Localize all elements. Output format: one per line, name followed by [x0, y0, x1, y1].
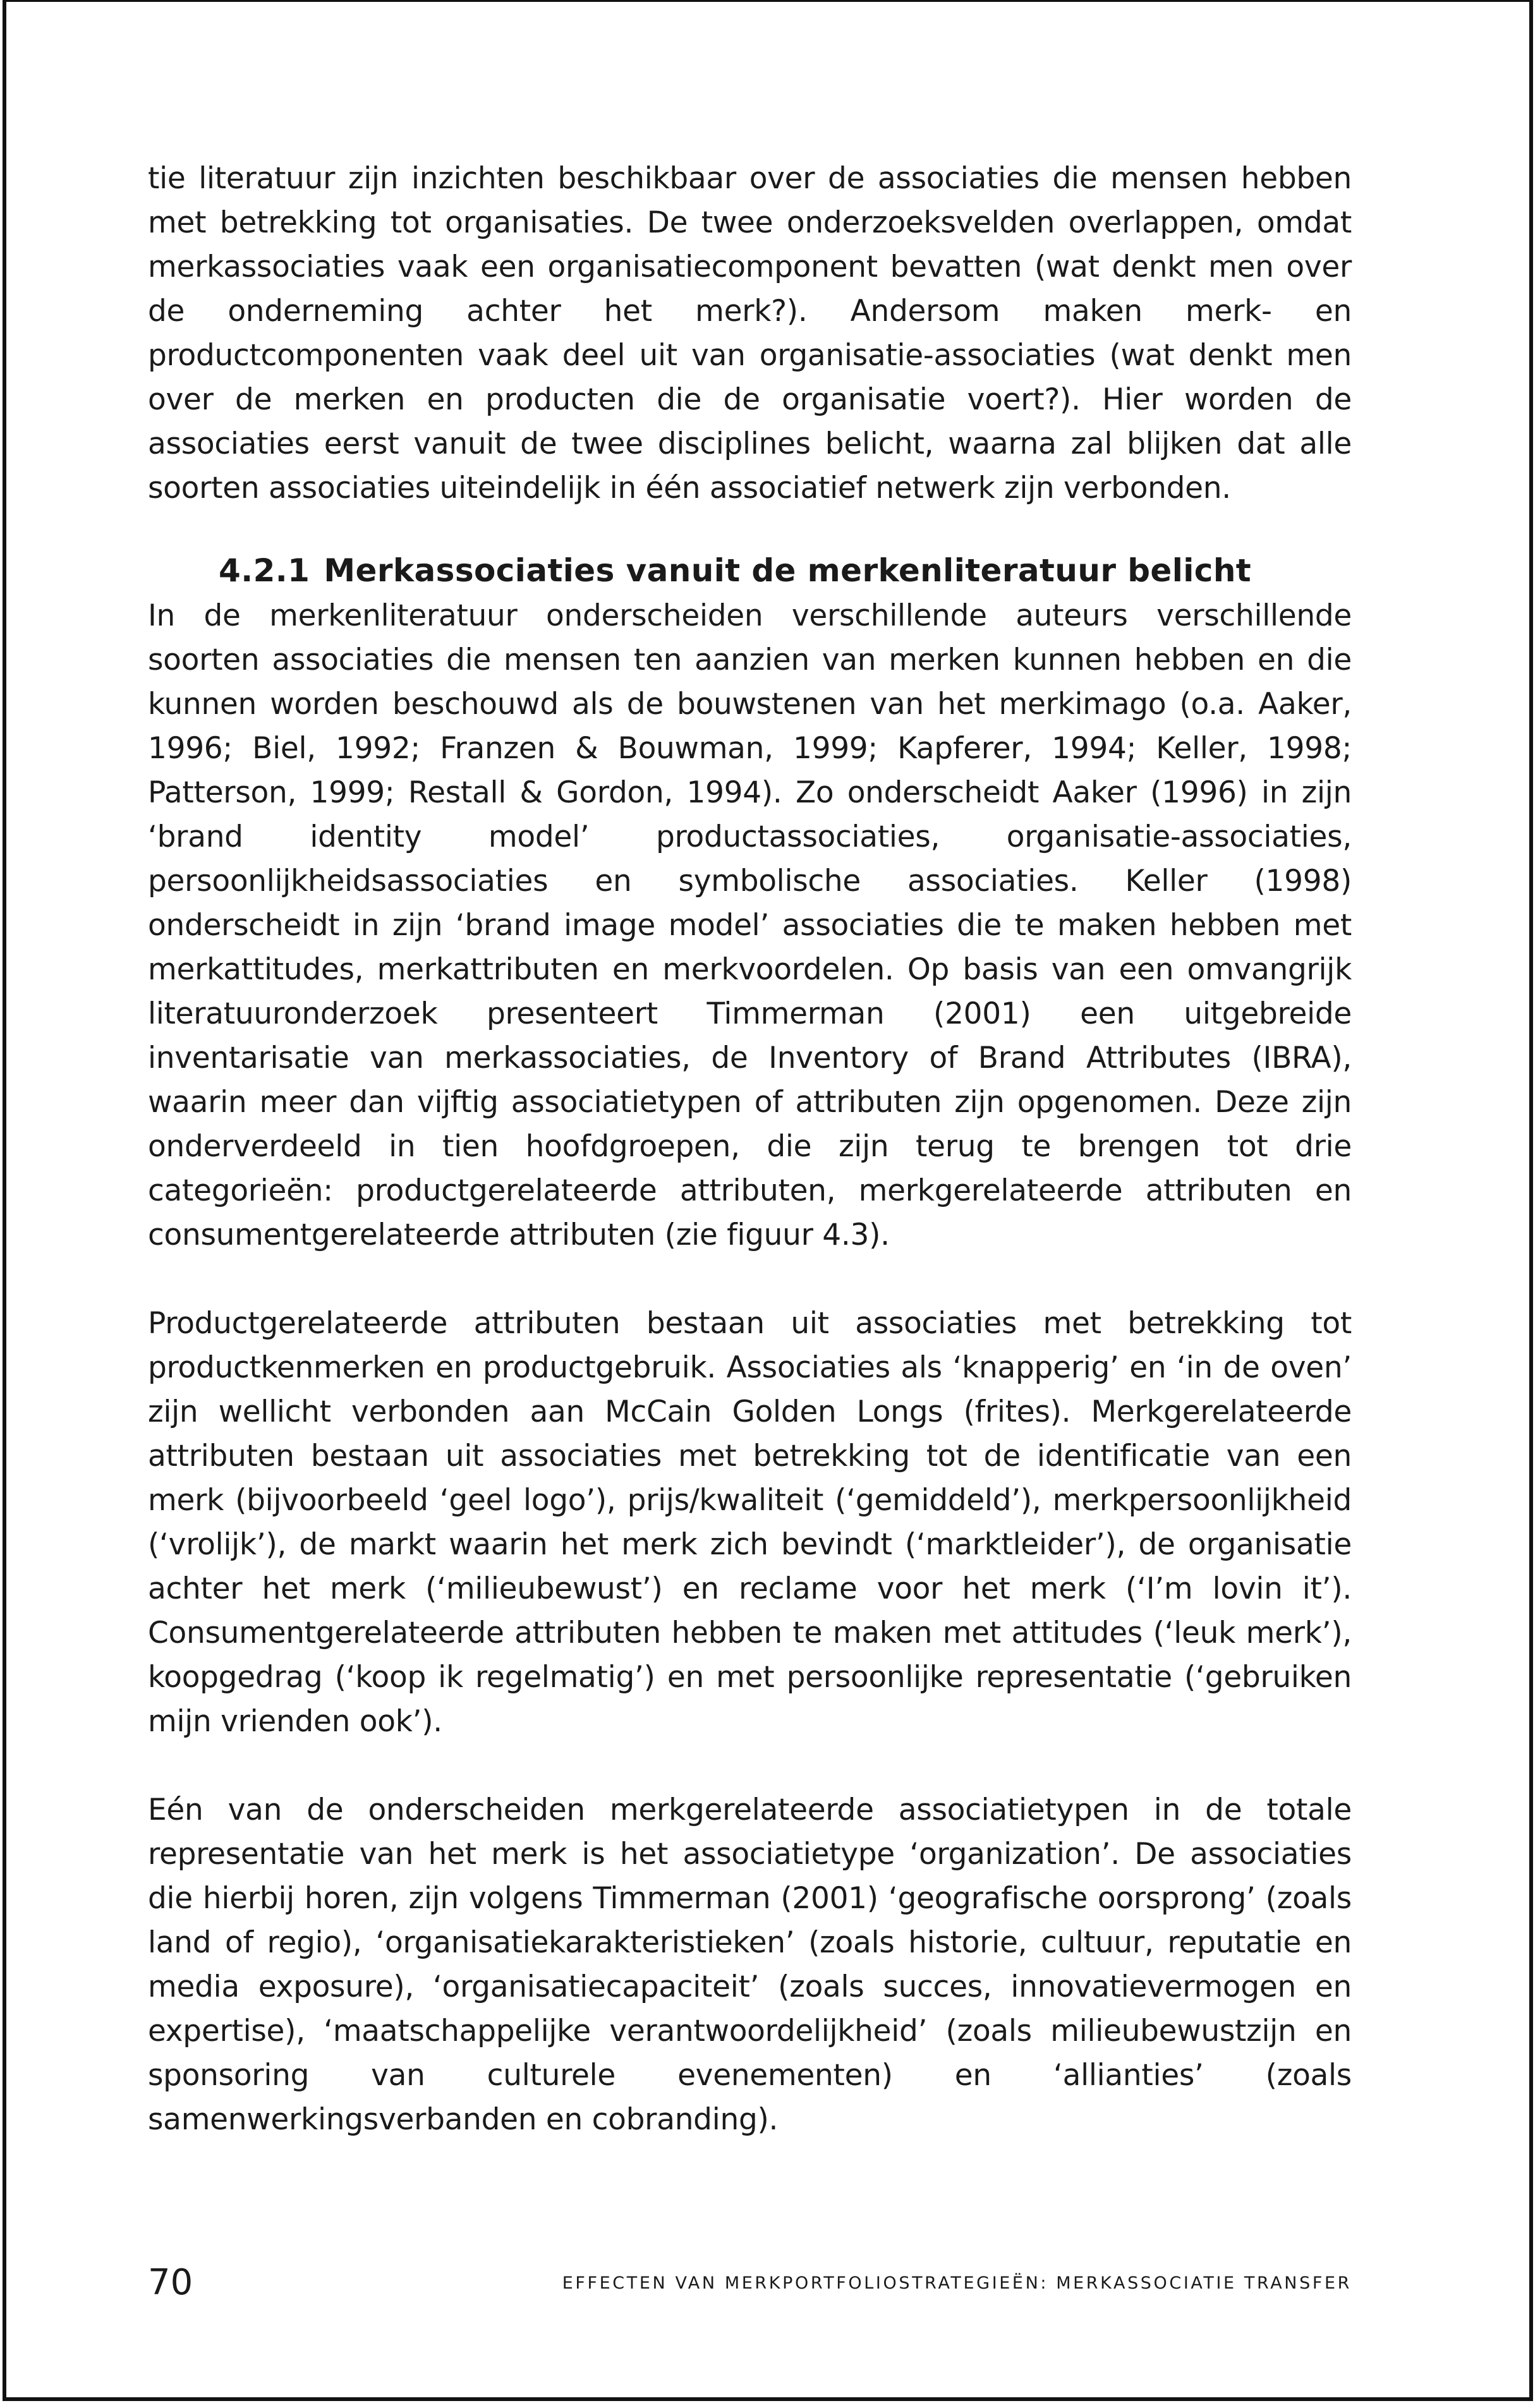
section-title: Merkassociaties vanuit de merkenliteratuur belicht [324, 552, 1252, 589]
page-footer [148, 2261, 1352, 2305]
page-content [148, 157, 1352, 2142]
section-4-2-1 [148, 547, 1352, 2142]
section-heading [219, 547, 1352, 594]
intro-paragraph: tie literatuur zijn inzichten beschikbaar over de associaties die mensen hebben met betrekking tot organisaties. De twee onderzoeksvelden overlappen, omdat merkassociaties vaak een organisatiecomponent bevatten (wat denkt men over de onderneming achter het merk?). Andersom maken merk- en productcomponenten vaak deel uit van organisatie-associaties (wat denkt men over de merken en producten die de organisatie voert?). Hier worden de associaties eerst vanuit de twee disciplines belicht, waarna zal blijken dat alle soorten associaties uiteindelijk in één associatief netwerk zijn verbonden. [148, 161, 1352, 505]
body-paragraph: Productgerelateerde attributen bestaan uit associaties met betrekking tot productkenmerken en productgebruik. Associaties als ‘knapperig’ en ‘in de oven’ zijn wellicht verbonden aan McCain Golden Longs (frites). Merkgerelateerde attributen bestaan uit associaties met betrekking tot de identificatie van een merk (bijvoorbeeld ‘geel logo’), prijs/kwaliteit (‘gemiddeld’), merkpersoonlijkheid (‘vrolijk’), de markt waarin het merk zich bevindt (‘marktleider’), de organisatie achter het merk (‘milieubewust’) en reclame voor het merk (‘I’m lovin it’). Consumentgerelateerde attributen hebben te maken met attitudes (‘leuk merk’), koopgedrag (‘koop ik regelmatig’) en met persoonlijke representatie (‘gebruiken mijn vrienden ook’). [148, 1306, 1352, 1739]
running-title: EFFECTEN VAN MERKPORTFOLIOSTRATEGIEËN: MERKASSOCIATIE TRANSFER [562, 2273, 1352, 2293]
section-number: 4.2.1 [219, 552, 310, 589]
body-paragraph: Eén van de onderscheiden merkgerelateerde associatietypen in de totale representatie van het merk is het associatietype ‘organization’. De associaties die hierbij horen, zijn volgens Timmerman (2001) ‘geografische oorsprong’ (zoals land of regio), ‘organisatiekarakteristieken’ (zoals historie, cultuur, reputatie en media exposure), ‘organisatiecapaciteit’ (zoals succes, innovatievermogen en expertise), ‘maatschappelijke verantwoordelijkheid’ (zoals milieubewustzijn en sponsoring van culturele evenementen) en ‘allianties’ (zoals samenwerkingsverbanden en cobranding). [148, 1793, 1352, 2137]
body-paragraph: In de merkenliteratuur onderscheiden verschillende auteurs verschillende soorten associaties die mensen ten aanzien van merken kunnen hebben en die kunnen worden beschouwd als de bouwstenen van het merkimago (o.a. Aaker, 1996; Biel, 1992; Franzen & Bouwman, 1999; Kapferer, 1994; Keller, 1998; Patterson, 1999; Restall & Gordon, 1994). Zo onderscheidt Aaker (1996) in zijn ‘brand identity model’ productassociaties, organisatie-associaties, persoonlijkheidsassociaties en symbolische associaties. Keller (1998) onderscheidt in zijn ‘brand image model’ associaties die te maken hebben met merkattitudes, merkattributen en merkvoordelen. Op basis van een omvangrijk literatuuronderzoek presenteert Timmerman (2001) een uitgebreide inventarisatie van merkassociaties, de Inventory of Brand Attributes (IBRA), waarin meer dan vijftig associatietypen of attributen zijn opgenomen. Deze zijn onderverdeeld in tien hoofdgroepen, die zijn terug te brengen tot drie categorieën: productgerelateerde attributen, merkgerelateerde attributen en consumentgerelateerde attributen (zie figuur 4.3). [148, 598, 1352, 1252]
page-number: 70 [148, 2262, 193, 2303]
